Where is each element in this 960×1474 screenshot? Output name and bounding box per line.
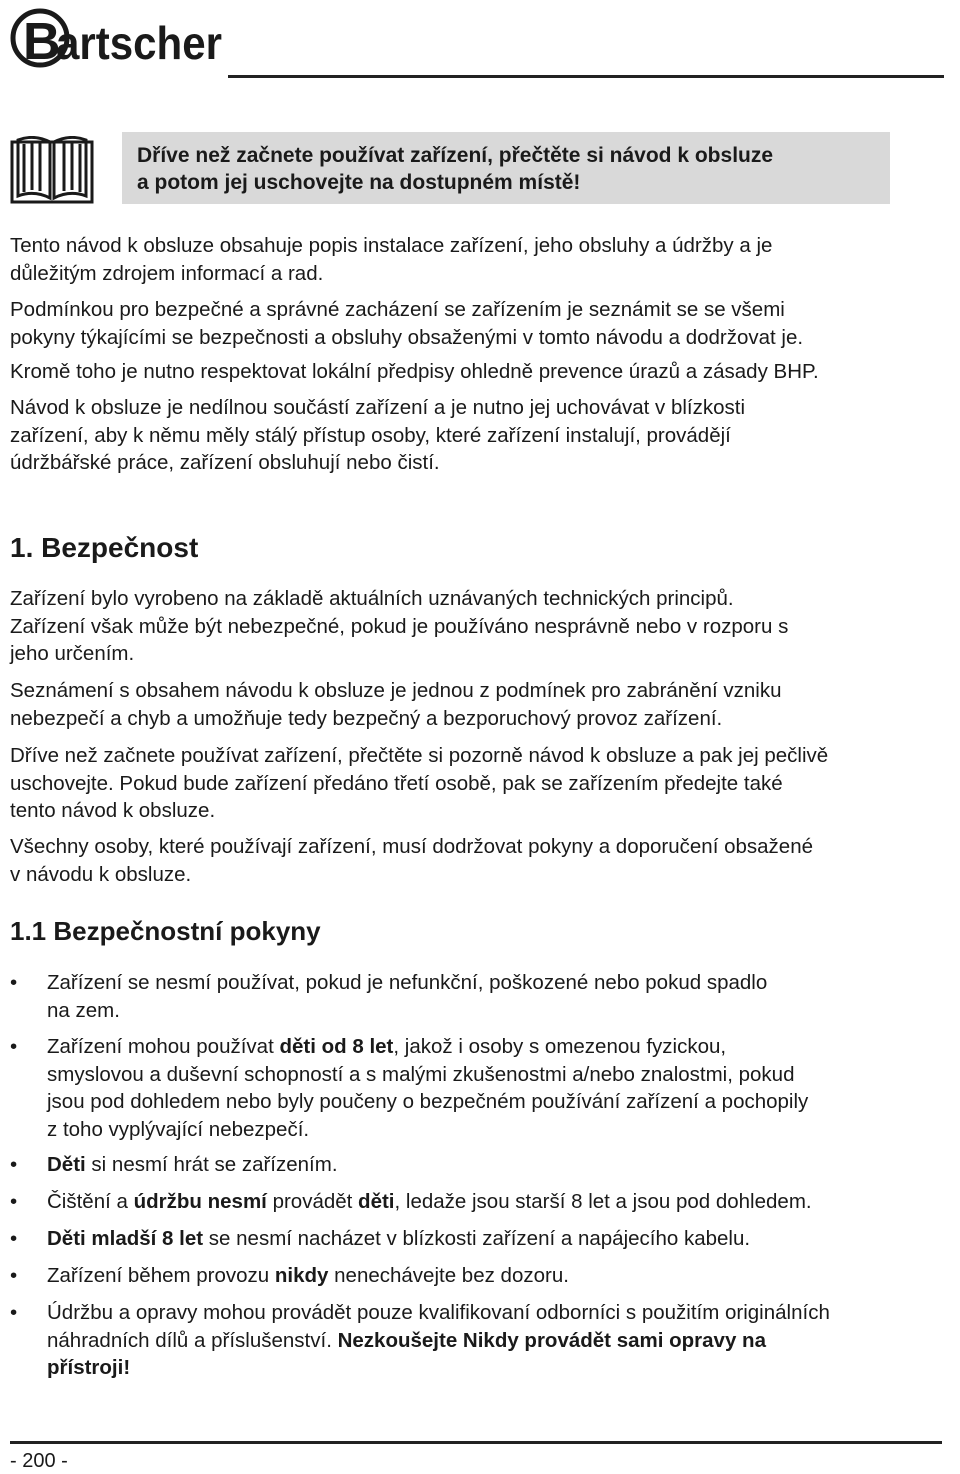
- logo-lettering: B: [23, 13, 61, 70]
- bullet-icon: •: [10, 1035, 18, 1058]
- bullet-icon: •: [10, 1153, 18, 1176]
- bullet-icon: •: [10, 1227, 18, 1250]
- section-heading-safety: 1. Bezpečnost: [10, 532, 199, 563]
- notice-box: [122, 132, 890, 204]
- safety-paragraph-1: Zařízení bylo vyrobeno na základě aktuálních uznávaných technických principů. Zařízení však může být nebezpečné, pokud je používáno nesprávně nebo v rozporu s jeho určením.: [10, 587, 789, 665]
- bullet-icon: •: [10, 1264, 18, 1287]
- header-rule: [228, 75, 944, 78]
- bullet-icon: •: [10, 1190, 18, 1213]
- safety-paragraph-4: Všechny osoby, které používají zařízení, musí dodržovat pokyny a doporučení obsažené v návodu k obsluze.: [10, 835, 813, 886]
- bullet-icon: •: [10, 971, 18, 994]
- safety-paragraph-2: Seznámení s obsahem návodu k obsluze je jednou z podmínek pro zabránění vzniku nebezpečí a chyb a umožňuje tedy bezpečný a bezporuchový provoz zařízení.: [10, 679, 782, 730]
- open-book-icon: [10, 136, 94, 204]
- section-heading-safety-instructions: 1.1 Bezpečnostní pokyny: [10, 916, 321, 946]
- intro-paragraph-1: Tento návod k obsluze obsahuje popis instalace zařízení, jeho obsluhy a údržby a je důležitým zdrojem informací a rad.: [10, 234, 773, 285]
- notice-line: Dříve než začnete používat zařízení, přečtěte si návod k obsluze: [137, 144, 774, 167]
- page-number: - 200 -: [10, 1450, 68, 1472]
- bullet-icon: •: [10, 1301, 18, 1324]
- bartscher-logo: [10, 4, 226, 70]
- intro-paragraph-2: Podmínkou pro bezpečné a správné zacházení se zařízením je seznámit se se všemi pokyny týkajícími se bezpečnosti a obsluhy obsaženými v tomto návodu a dodržovat je.: [10, 298, 804, 349]
- intro-paragraph-4: Návod k obsluze je nedílnou součástí zařízení a je nutno jej uchovávat v blízkosti zařízení, aby k němu měly stálý přístup osoby, které zařízení instalují, provádějí údržbářské práce, zařízení obsluhují nebo čistí.: [10, 396, 746, 474]
- safety-paragraph-3: Dříve než začnete používat zařízení, přečtěte si pozorně návod k obsluze a pak jej pečlivě uschovejte. Pokud bude zařízení předáno třetí osobě, pak se zařízením předejte také tento návod k obsluze.: [10, 744, 829, 822]
- svg-text:artscher: artscher: [56, 17, 223, 69]
- notice-line: a potom jej uschovejte na dostupném místě!: [137, 171, 581, 194]
- footer-rule: [10, 1441, 942, 1444]
- intro-paragraph-3: Kromě toho je nutno respektovat lokální předpisy ohledně prevence úrazů a zásady BHP.: [10, 360, 819, 383]
